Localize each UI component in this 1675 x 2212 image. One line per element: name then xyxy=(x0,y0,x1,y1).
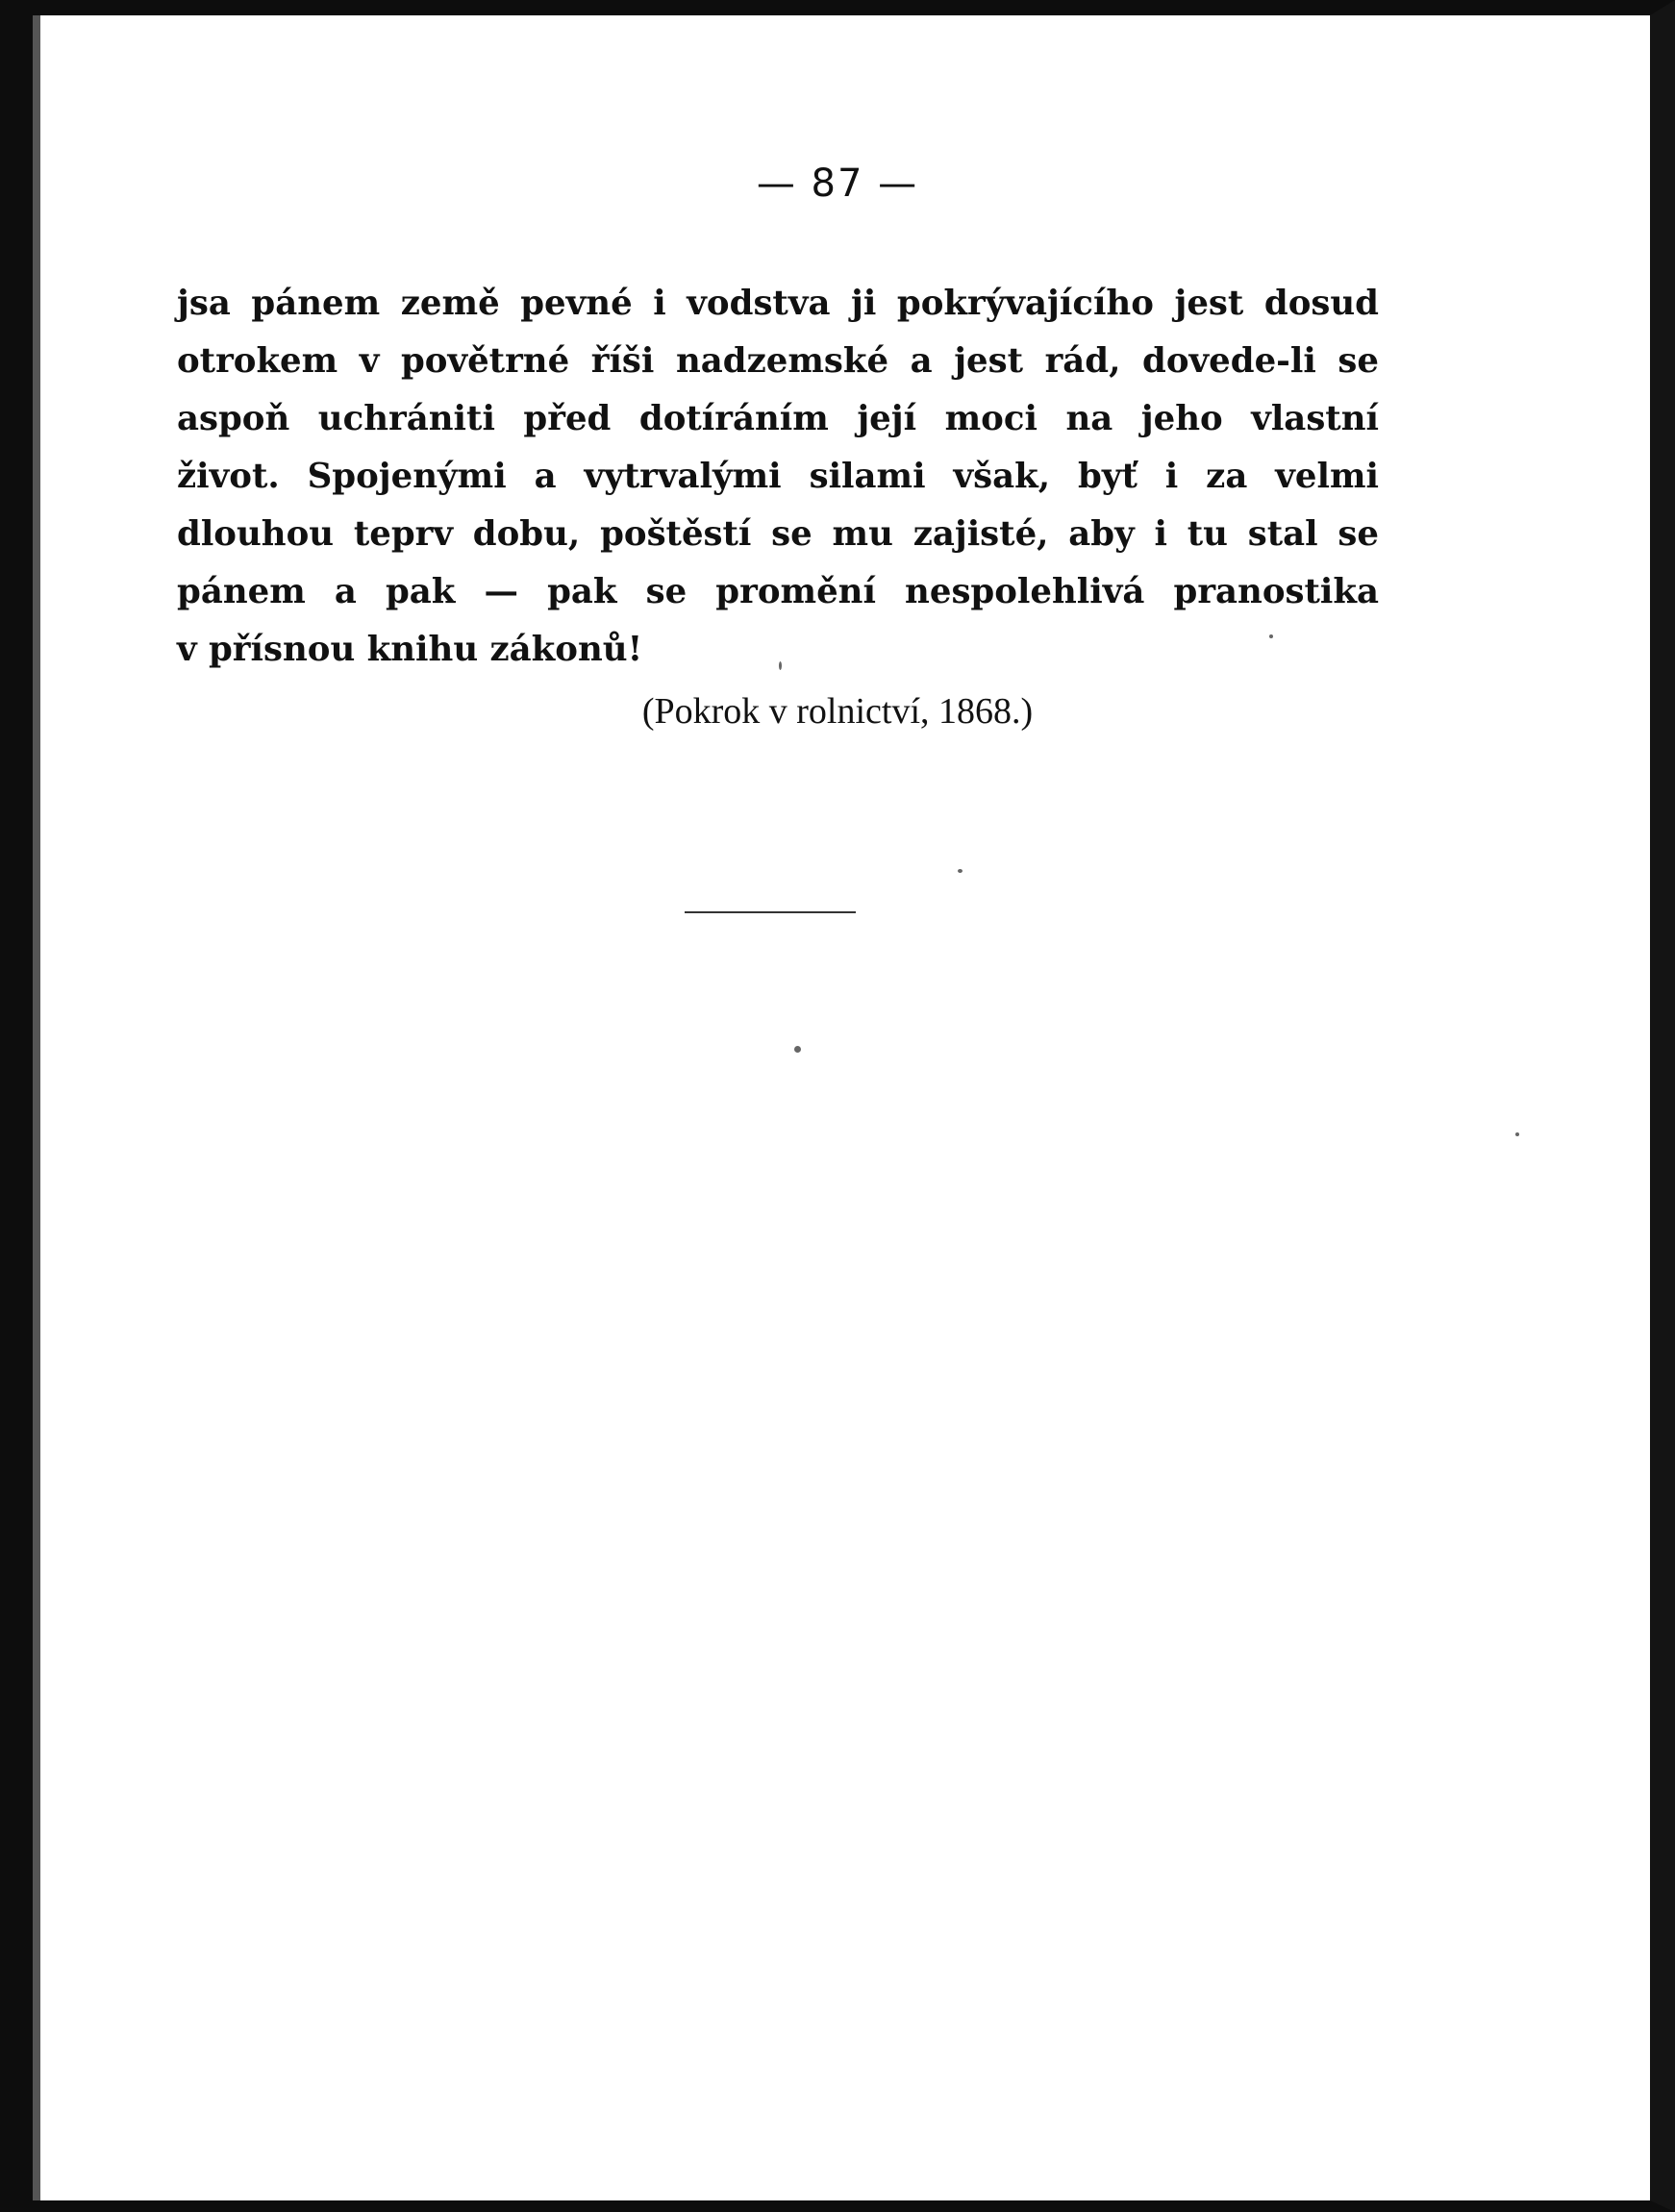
paragraph-line: dlouhou teprv dobu, poštěstí se mu zajisté, aby i tu stal se xyxy=(177,514,1379,554)
scan-speck xyxy=(779,661,782,670)
source-citation: (Pokrok v rolnictví, 1868.) xyxy=(641,691,1034,732)
scan-speck xyxy=(958,869,962,873)
paragraph-line: jsa pánem země pevné i vodstva ji pokrývajícího jest dosud xyxy=(177,284,1379,323)
page-number: — 87 — xyxy=(756,162,919,206)
paragraph-line: otrokem v povětrné říši nadzemské a jest rád, dovede-li se xyxy=(177,341,1379,381)
paragraph xyxy=(177,275,1379,679)
scan-speck xyxy=(1269,634,1273,638)
end-rule-divider xyxy=(685,911,856,913)
paragraph-line: pánem a pak — pak se promění nespolehlivá pranostika xyxy=(177,572,1379,611)
paragraph-line: v přísnou knihu zákonů! xyxy=(177,630,643,669)
paragraph-line: aspoň uchrániti před dotíráním její moci na jeho vlastní xyxy=(177,399,1379,438)
paragraph-line: život. Spojenými a vytrvalými silami však, byť i za velmi xyxy=(177,457,1379,496)
scan-speck xyxy=(794,1046,801,1053)
scan-speck xyxy=(1515,1132,1519,1136)
